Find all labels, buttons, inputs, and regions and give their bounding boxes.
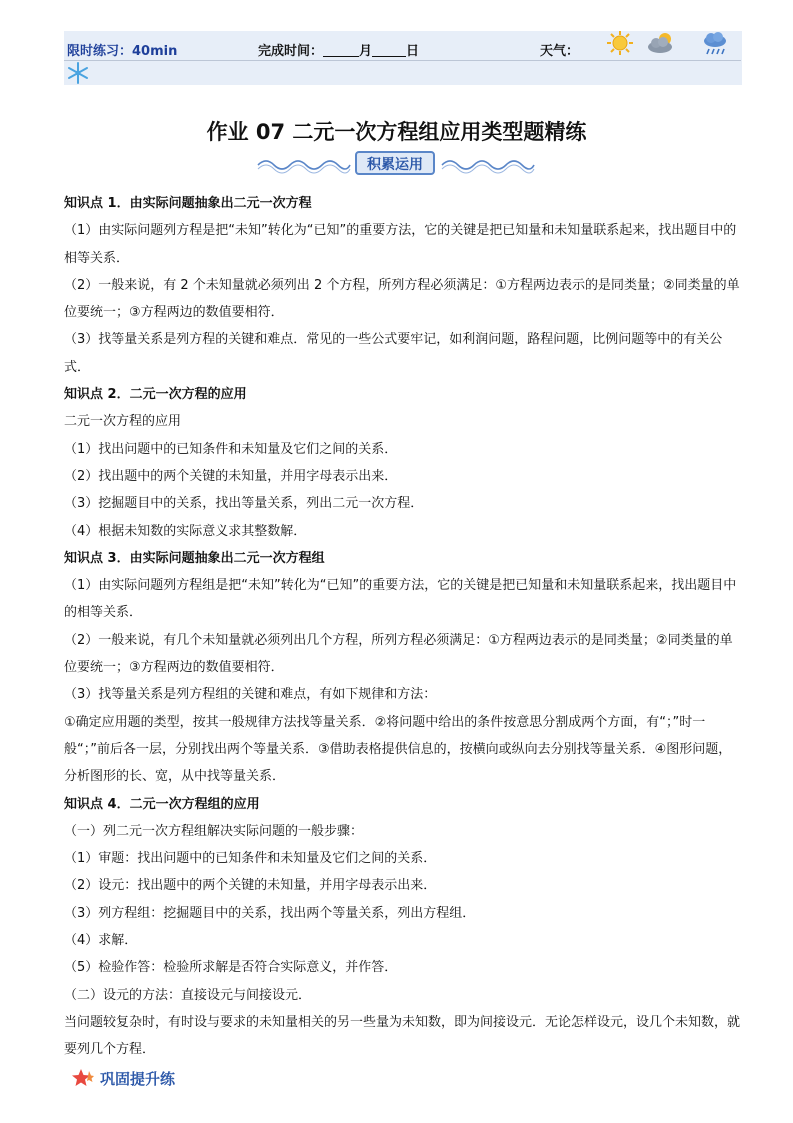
paragraph: （4）根据未知数的实际意义求其整数解． xyxy=(64,523,307,539)
completion-label: 完成时间： xyxy=(258,44,324,59)
month-blank[interactable] xyxy=(323,44,359,57)
paragraph: （1）找出问题中的已知条件和未知量及它们之间的关系． xyxy=(64,441,398,457)
paragraph: （一）列二元一次方程组解决实际问题的一般步骤： xyxy=(64,823,364,839)
knowledge-point-heading: 知识点 3．由实际问题抽象出二元一次方程组 xyxy=(64,550,325,566)
section-badge-row xyxy=(256,149,536,179)
paragraph: 二元一次方程的应用 xyxy=(64,414,182,430)
paragraph: （2）设元：找出题中的两个关键的未知量，并用字母表示出来． xyxy=(64,878,437,894)
consolidation-label: 巩固提升练 xyxy=(100,1070,176,1088)
knowledge-point-heading: 知识点 2．二元一次方程的应用 xyxy=(64,387,247,403)
paragraph: （2）找出题中的两个关键的未知量，并用字母表示出来． xyxy=(64,468,398,484)
paragraph: （5）检验作答：检验所求解是否符合实际意义，并作答． xyxy=(64,960,398,976)
wave-decoration-left xyxy=(256,155,351,175)
accumulate-badge: 积累运用 xyxy=(355,151,435,175)
snowflake-icon xyxy=(67,62,89,84)
sun-icon[interactable] xyxy=(606,30,634,56)
page-title: 作业 07 二元一次方程组应用类型题精练 xyxy=(206,120,587,144)
month-unit: 月 xyxy=(359,44,373,59)
rain-icon[interactable] xyxy=(701,30,729,58)
consolidation-section-heading xyxy=(72,1068,175,1092)
completion-time xyxy=(258,40,419,59)
weather-label: 天气： xyxy=(540,44,580,59)
star-icon xyxy=(72,1068,94,1088)
paragraph: （3）挖掘题目中的关系，找出等量关系，列出二元一次方程． xyxy=(64,496,424,512)
day-unit: 日 xyxy=(406,44,420,59)
day-blank[interactable] xyxy=(372,44,406,57)
knowledge-points xyxy=(64,190,744,1064)
paragraph: （1）由实际问题列方程组是把“未知”转化为“已知”的重要方法，它的关键是把已知量和未知量联系起来，找出题目中的相等关系． xyxy=(64,578,737,621)
paragraph: （1）审题：找出问题中的已知条件和未知量及它们之间的关系． xyxy=(64,851,437,867)
knowledge-point-heading: 知识点 4．二元一次方程组的应用 xyxy=(64,796,260,812)
knowledge-point-heading: 知识点 1．由实际问题抽象出二元一次方程 xyxy=(64,196,312,211)
cloudy-icon[interactable] xyxy=(646,30,678,56)
wave-decoration-right xyxy=(441,155,536,175)
paragraph: （3）找等量关系是列方程组的关键和难点，有如下规律和方法： xyxy=(64,687,437,703)
paragraph: ①确定应用题的类型，按其一般规律方法找等量关系．②将问题中给出的条件按意思分割成两个方面，有“；”时一般“；”前后各一层，分别找出两个等量关系．③借助表格提供信息的，按横向或纵向去分别找等量关系．④图形问题，分析图形的长、宽，从中找等量关系． xyxy=(64,714,732,785)
paragraph: （4）求解． xyxy=(64,933,138,949)
paragraph: （二）设元的方法：直接设元与间接设元． xyxy=(64,987,312,1003)
paragraph: （2）一般来说，有 2 个未知量就必须列出 2 个方程，所列方程必须满足：①方程两边表示的是同类量；②同类量的单位要统一；③方程两边的数值要相符． xyxy=(64,277,740,321)
paragraph: （1）由实际问题列方程是把“未知”转化为“已知”的重要方法，它的关键是把已知量和未知量联系起来，找出题目中的相等关系． xyxy=(64,223,737,266)
paragraph: （2）一般来说，有几个未知量就必须列出几个方程，所列方程必须满足：①方程两边表示的是同类量；②同类量的单位要统一；③方程两边的数值要相符． xyxy=(64,632,733,676)
paragraph: （3）找等量关系是列方程的关键和难点．常见的一些公式要牢记，如利润问题，路程问题，比例问题等中的有关公式． xyxy=(64,332,723,375)
paragraph: 当问题较复杂时，有时设与要求的未知量相关的另一些量为未知数，即为间接设元．无论怎样设元，设几个未知数，就要列几个方程． xyxy=(64,1014,741,1058)
time-limit-label: 限时练习：40min xyxy=(67,44,178,59)
paragraph: （3）列方程组：挖掘题目中的关系，找出两个等量关系，列出方程组． xyxy=(64,905,476,921)
